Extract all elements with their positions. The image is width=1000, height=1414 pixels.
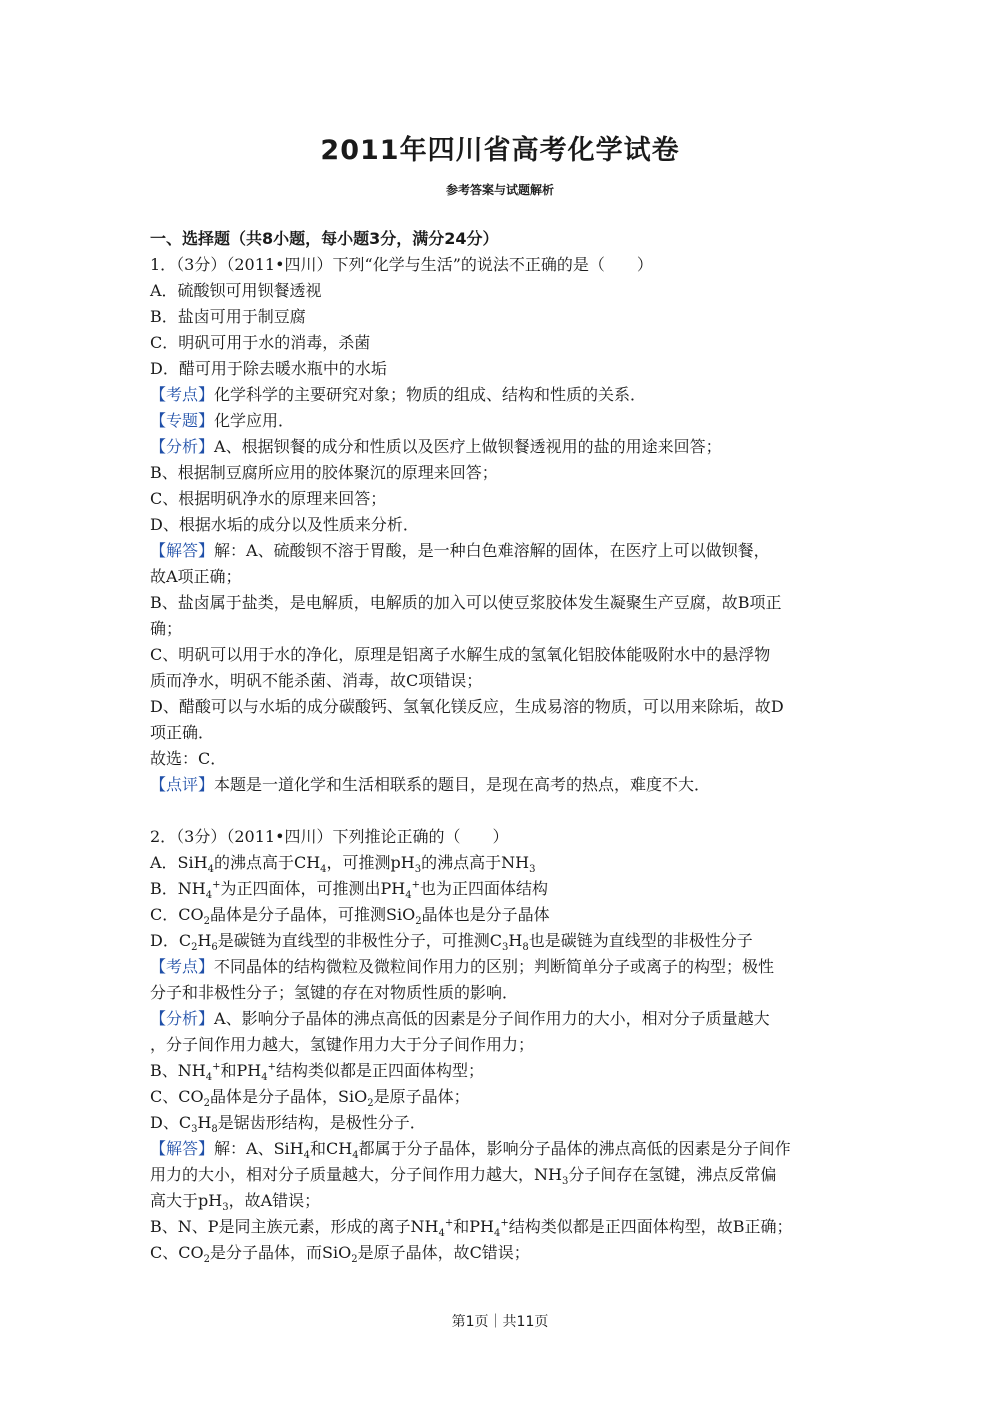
fenxi-tag: 【分析】: [150, 1009, 215, 1028]
q1-jieda-line: 故A项正确；: [150, 567, 242, 586]
q1-jieda-line: 质而净水，明矾不能杀菌、消毒，故C项错误；: [150, 671, 483, 690]
dianping-tag: 【点评】: [150, 775, 215, 794]
kaodian-tag: 【考点】: [150, 385, 215, 404]
q1-jieda-line: C、明矾可以用于水的净化，原理是铝离子水解生成的氢氧化铝胶体能吸附水中的悬浮物: [150, 645, 771, 664]
page-footer: 第1页｜共11页: [451, 1314, 549, 1330]
section-heading: 一、选择题（共8小题，每小题3分，满分24分）: [150, 229, 499, 248]
q1-jieda-line: 项正确．: [150, 723, 215, 742]
q1-fenxi-line: B、根据制豆腐所应用的胶体聚沉的原理来回答；: [150, 463, 498, 482]
q1-jieda-line: B、盐卤属于盐类，是电解质，电解质的加入可以使豆浆胶体发生凝聚生产豆腐，故B项正: [150, 593, 782, 612]
document-content: [150, 226, 850, 1266]
q2-fenxi: 【分析】A、影响分子晶体的沸点高低的因素是分子间作用力的大小，相对分子质量越大: [150, 1009, 770, 1028]
q2-kaodian-line: 分子和非极性分子；氢键的存在对物质性质的影响．: [150, 983, 519, 1002]
q2-jieda-line: 用力的大小，相对分子质量越大，分子间作用力越大，$NH_3$分子间存在氢键，沸点反常偏: [150, 1165, 777, 1188]
q2-option-c: C．$CO_2$晶体是分子晶体，可推测SiO$_2$晶体也是分子晶体: [150, 905, 550, 928]
q1-fenxi: 【分析】A、根据钡餐的成分和性质以及医疗上做钡餐透视用的盐的用途来回答；: [150, 437, 722, 456]
zhuanti-tag: 【专题】: [150, 411, 215, 430]
q2-stem: 2．（3分）（2011•四川）下列推论正确的（ ）: [150, 827, 509, 846]
q1-fenxi-line: D、根据水垢的成分以及性质来分析．: [150, 515, 419, 534]
page-title: 2011年四川省高考化学试卷: [320, 135, 680, 166]
q1-option-c: C．明矾可用于水的消毒，杀菌: [150, 333, 371, 352]
q1-fenxi-line: C、根据明矾净水的原理来回答；: [150, 489, 387, 508]
q2-jieda: 【解答】解：A、SiH$_4$和$CH_4$都属于分子晶体，影响分子晶体的沸点高低的因素是分子间作: [150, 1139, 791, 1162]
q2-fenxi-line: ，分子间作用力越大，氢键作用力大于分子间作用力；: [150, 1035, 535, 1054]
q2-jieda-line: 高大于$pH_3$，故A错误；: [150, 1191, 321, 1214]
q1-stem: 1．（3分）（2011•四川）下列“化学与生活”的说法不正确的是（ ）: [150, 255, 653, 274]
q2-option-b: B．$NH_4^+$为正四面体，可推测出$PH_4^+$也为正四面体结构: [150, 879, 548, 902]
q2-jieda-line: B、N、P是同主族元素，形成的离子$NH_4^+$和$PH_4^+$结构类似都是正四面体构型，故B正确；: [150, 1217, 793, 1240]
page-subtitle: 参考答案与试题解析: [445, 183, 554, 197]
spacer: [150, 798, 850, 824]
q2-kaodian: 【考点】不同晶体的结构微粒及微粒间作用力的区别；判断简单分子或离子的构型；极性: [150, 957, 775, 976]
q1-option-d: D．醋可用于除去暖水瓶中的水垢: [150, 359, 387, 378]
q2-option-d: D．$C_2H_6$是碳链为直线型的非极性分子，可推测$C_3H_8$也是碳链为直线型的非极性分子: [150, 931, 753, 954]
q1-jieda: 【解答】解：A、硫酸钡不溶于胃酸，是一种白色难溶解的固体，在医疗上可以做钡餐，: [150, 541, 770, 560]
jieda-tag: 【解答】: [150, 541, 215, 560]
q1-jieda-line: D、醋酸可以与水垢的成分碳酸钙、氢氧化镁反应，生成易溶的物质，可以用来除垢，故D: [150, 697, 784, 716]
kaodian-tag: 【考点】: [150, 957, 215, 976]
q1-option-b: B．盐卤可用于制豆腐: [150, 307, 306, 326]
q2-fenxi-line: C、$CO_2$晶体是分子晶体，SiO$_2$是原子晶体；: [150, 1087, 470, 1110]
q1-dianping: 【点评】本题是一道化学和生活相联系的题目，是现在高考的热点，难度不大．: [150, 775, 711, 794]
q1-answer: 故选：C．: [150, 749, 227, 768]
q1-zhuanti: 【专题】化学应用．: [150, 411, 295, 430]
fenxi-tag: 【分析】: [150, 437, 215, 456]
q2-option-a: A．SiH$_4$的沸点高于$CH_4$，可推测$pH_3$的沸点高于$NH_3$: [150, 853, 536, 876]
q1-kaodian: 【考点】化学科学的主要研究对象；物质的组成、结构和性质的关系．: [150, 385, 647, 404]
q2-jieda-line: C、$CO_2$是分子晶体，而SiO$_2$是原子晶体，故C错误；: [150, 1243, 530, 1266]
q1-option-a: A．硫酸钡可用钡餐透视: [150, 281, 322, 300]
q2-fenxi-line: B、$NH_4^+$和$PH_4^+$结构类似都是正四面体构型；: [150, 1061, 484, 1084]
q2-fenxi-line: D、$C_3H_8$是锯齿形结构，是极性分子．: [150, 1113, 426, 1136]
q1-jieda-line: 确；: [150, 619, 183, 638]
jieda-tag: 【解答】: [150, 1139, 215, 1158]
